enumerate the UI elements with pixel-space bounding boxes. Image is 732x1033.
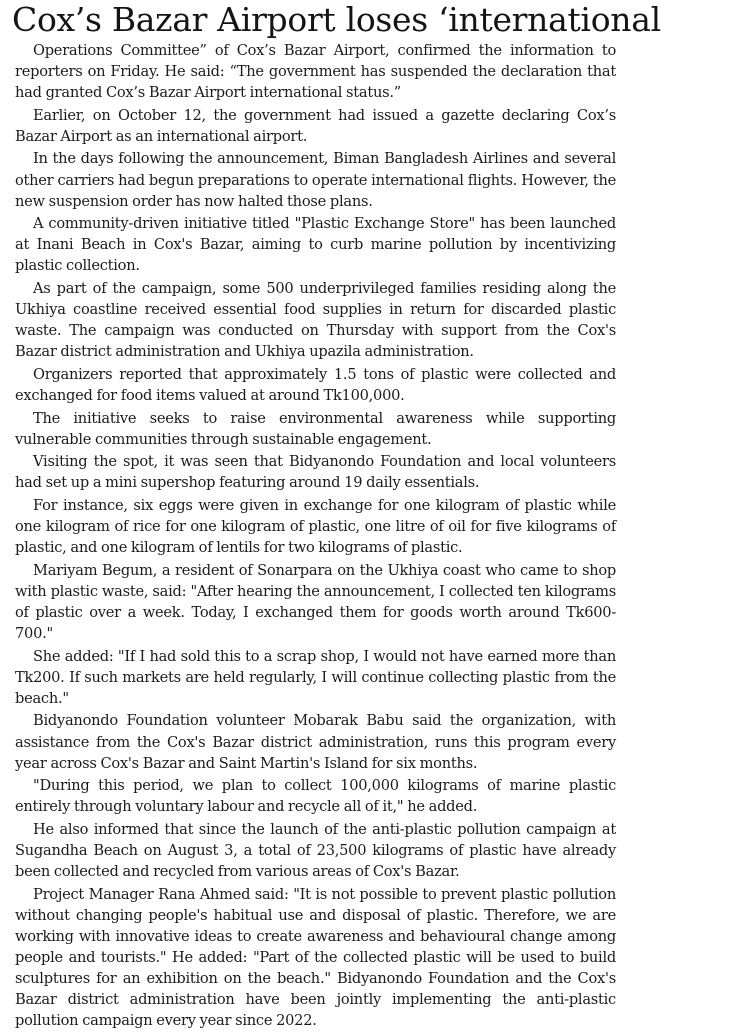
paragraph: Operations Committee” of Cox’s Bazar Airport, confirmed the information to reporters on Friday. He said: “The government has suspended the declaration that had granted Cox’s Bazar Airport international status.” <box>15 42 616 102</box>
paragraph: Bidyanondo Foundation volunteer Mobarak Babu said the organization, with assistance from the Cox's Bazar district administration, runs this program every year across Cox's Bazar and Saint Martin's Island for six months. <box>15 712 616 772</box>
paragraph: A community-driven initiative titled "Plastic Exchange Store" has been launched at Inani Beach in Cox's Bazar, aiming to curb marine pollution by incentivizing plastic collection. <box>15 215 616 275</box>
paragraph: In the days following the announcement, Biman Bangladesh Airlines and several other carriers had begun preparations to operate international flights. However, the new suspension order has now halted those plans. <box>15 150 616 210</box>
paragraph: As part of the campaign, some 500 underprivileged families residing along the Ukhiya coastline received essential food supplies in return for discarded plastic waste. The campaign was conducted on Thursday with support from the Cox's Bazar district administration and Ukhiya upazila administration. <box>15 280 616 361</box>
article-body <box>15 40 616 1033</box>
paragraph: She added: "If I had sold this to a scrap shop, I would not have earned more than Tk200. If such markets are held regularly, I will continue collecting plastic from the beach." <box>15 647 616 707</box>
paragraph: The initiative seeks to raise environmental awareness while supporting vulnerable communities through sustainable engagement. <box>15 409 616 448</box>
paragraph: Visiting the spot, it was seen that Bidyanondo Foundation and local volunteers had set up a mini supershop featuring around 19 daily essentials. <box>15 453 616 492</box>
paragraph: "During this period, we plan to collect 100,000 kilograms of marine plastic entirely through voluntary labour and recycle all of it," he added. <box>15 777 616 816</box>
headline: Cox’s Bazar Airport loses ‘international <box>12 0 661 39</box>
paragraph: Organizers reported that approximately 1.5 tons of plastic were collected and exchanged for food items valued at around Tk100,000. <box>15 365 616 404</box>
paragraph: Project Manager Rana Ahmed said: "It is not possible to prevent plastic pollution without changing people's habitual use and disposal of plastic. Therefore, we are working with innovative ideas to create awareness and behavioural change among people and tourists." He added: "Part of the collected plastic will be used to build sculptures for an exhibition on the beach." Bidyanondo Foundation and the Cox's Bazar district administration have been jointly implementing the anti-plastic pollution campaign every year since 2022. <box>15 885 616 1030</box>
paragraph: Earlier, on October 12, the government had issued a gazette declaring Cox’s Bazar Airport as an international airport. <box>15 106 616 145</box>
paragraph: He also informed that since the launch of the anti-plastic pollution campaign at Sugandha Beach on August 3, a total of 23,500 kilograms of plastic have already been collected and recycled from various areas of Cox's Bazar. <box>15 820 616 881</box>
paragraph: Mariyam Begum, a resident of Sonarpara on the Ukhiya coast who came to shop with plastic waste, said: "After hearing the announcement, I collected ten kilograms of plastic over a week. Today, I exchanged them for goods worth around Tk600-700." <box>15 561 616 643</box>
paragraph: For instance, six eggs were given in exchange for one kilogram of plastic while one kilogram of rice for one kilogram of plastic, one litre of oil for five kilograms of plastic, and one kilogram of lentils for two kilograms of plastic. <box>15 496 616 557</box>
